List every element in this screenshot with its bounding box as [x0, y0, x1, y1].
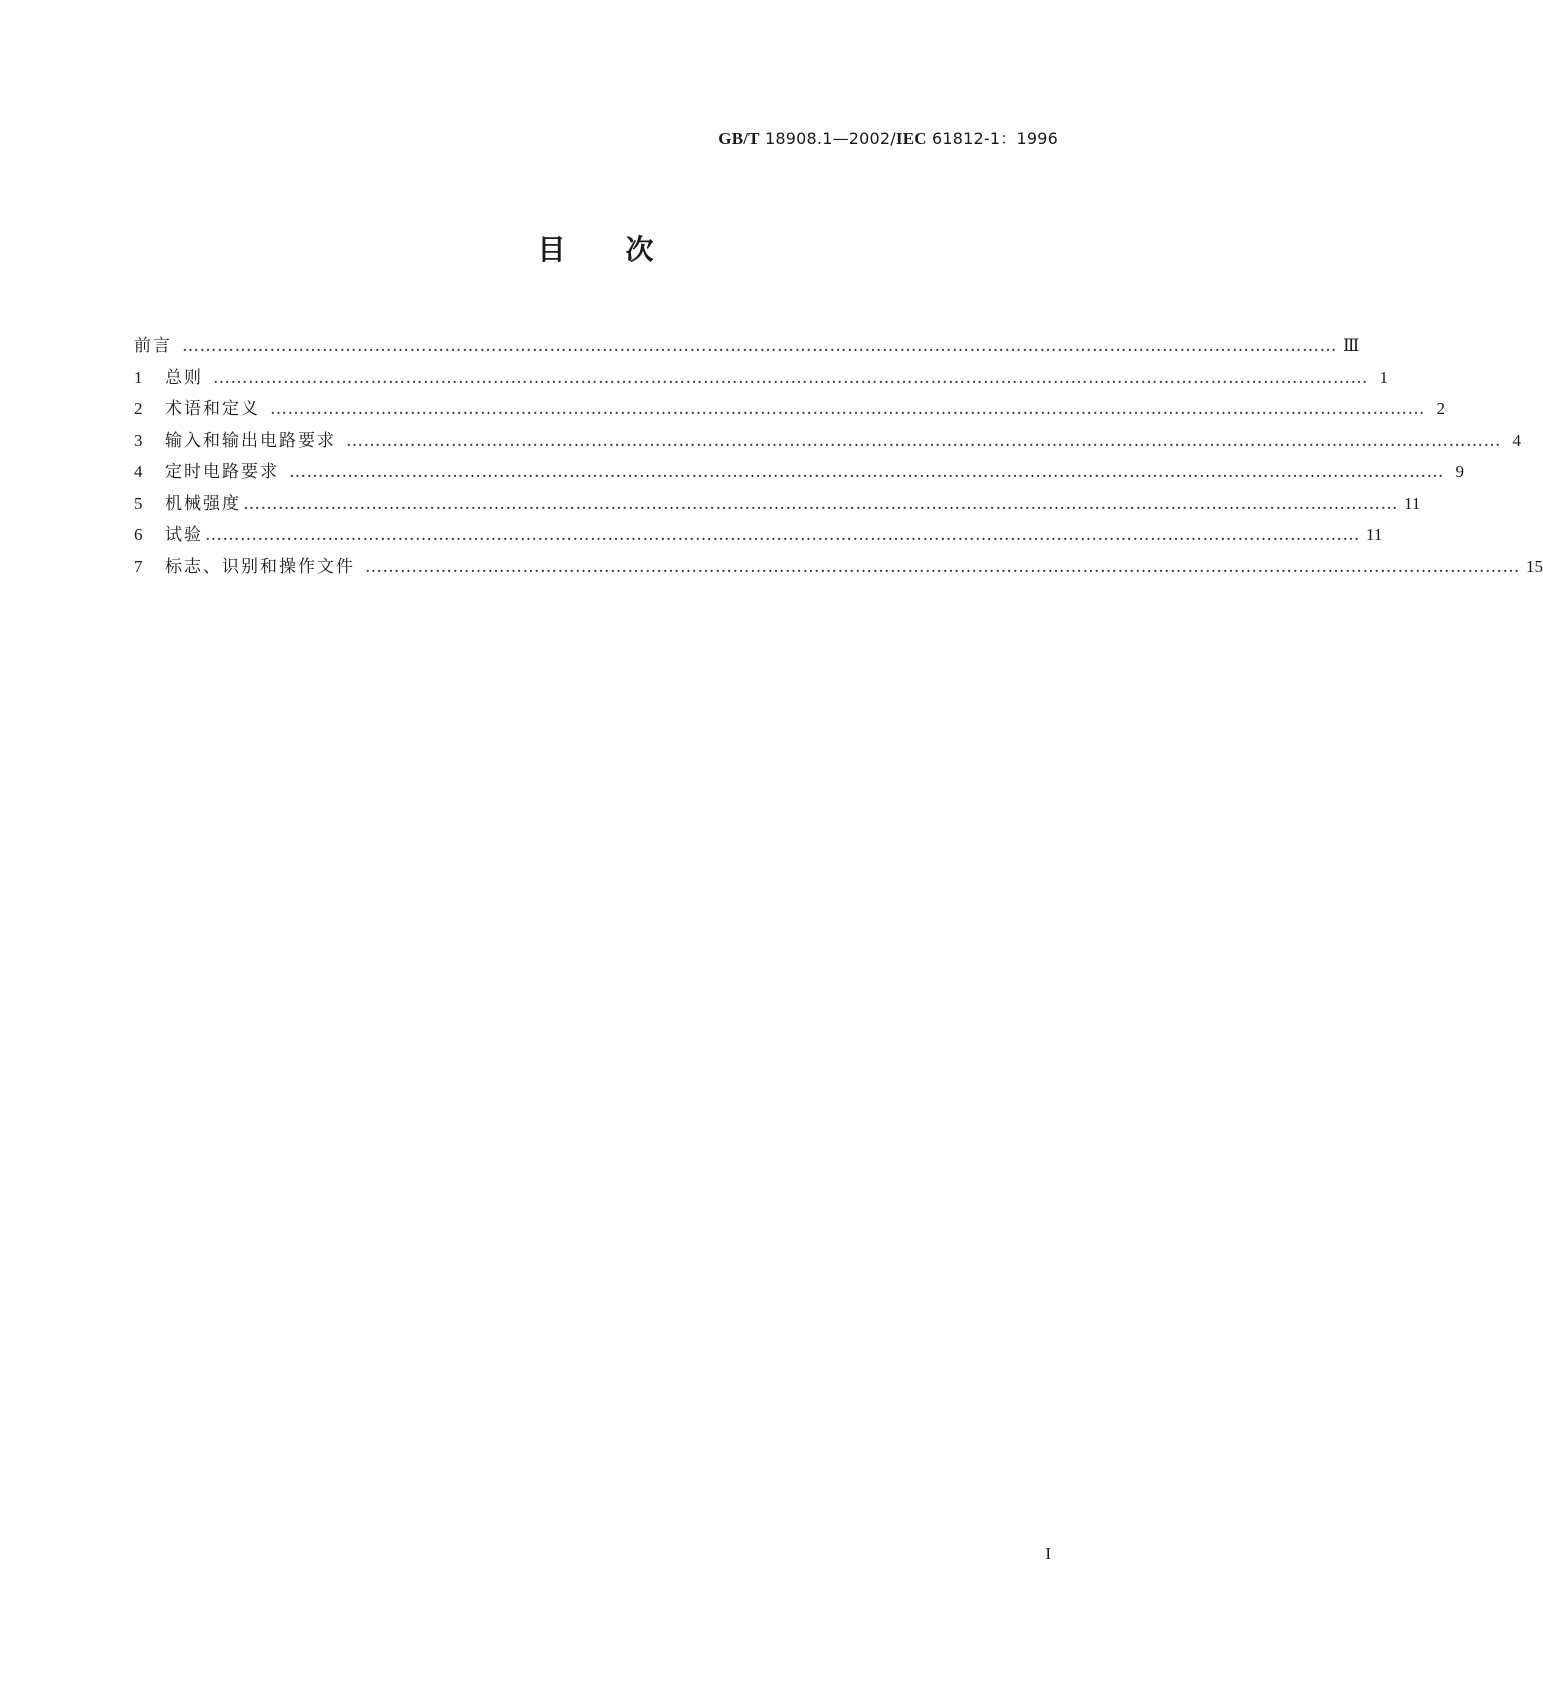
toc-leader-dots: ………………………………………………………………………………………………………………………………………………………………………………: [346, 430, 1501, 451]
toc-entry-page: 11: [1404, 493, 1421, 513]
toc-entry[interactable]: [134, 488, 1421, 520]
toc-entry-page: 11: [1366, 525, 1383, 544]
toc-leader-dots: ………………………………………………………………………………………………………………………………………………………………………………: [182, 336, 1337, 356]
toc-entry-page: 2: [1436, 399, 1445, 418]
standard-code-prefix: GB/T: [718, 129, 760, 148]
toc-leader-dots: ………………………………………………………………………………………………………………………………………………………………………………: [213, 367, 1368, 388]
toc-entry-number: 6: [134, 525, 143, 544]
toc-entry[interactable]: [134, 425, 1521, 457]
toc-entry[interactable]: [134, 362, 1388, 394]
toc-entry-label: 总则: [165, 367, 203, 388]
toc-entry-number: 5: [134, 493, 143, 513]
toc-entry[interactable]: [134, 551, 1543, 583]
toc-entry-label: 前言: [134, 336, 172, 356]
toc-entry-label: 标志、识别和操作文件: [165, 556, 355, 577]
toc-entry-number: 3: [134, 430, 143, 450]
table-of-contents: [134, 330, 1543, 582]
toc-entry-number: 4: [134, 462, 143, 481]
toc-entry-page: Ⅲ: [1343, 336, 1360, 355]
page-title: 目次: [537, 233, 714, 266]
toc-leader-dots: ………………………………………………………………………………………………………………………………………………………………………………: [365, 556, 1520, 577]
toc-entry[interactable]: [134, 393, 1445, 425]
toc-leader-dots: ………………………………………………………………………………………………………………………………………………………………………………: [289, 462, 1444, 482]
toc-entry-label: 定时电路要求: [165, 462, 279, 482]
toc-entry-page: 15: [1526, 556, 1543, 576]
toc-entry-label: 输入和输出电路要求: [165, 430, 336, 451]
toc-entry[interactable]: [134, 456, 1464, 488]
toc-entry-number: 7: [134, 556, 143, 576]
iec-code-prefix: IEC: [895, 129, 927, 148]
iec-code-number: 61812-1：1996: [926, 129, 1058, 148]
toc-entry-label: 术语和定义: [165, 399, 260, 419]
toc-entry-label: 试验: [165, 525, 203, 545]
toc-entry-label: 机械强度: [165, 493, 241, 514]
toc-entry-number: 1: [134, 367, 143, 387]
standard-code-number: 18908.1—2002/: [759, 129, 896, 148]
toc-leader-dots: ………………………………………………………………………………………………………………………………………………………………………………: [270, 399, 1425, 419]
standard-code: [718, 126, 1058, 149]
toc-entry-page: 4: [1512, 430, 1521, 450]
toc-entry[interactable]: [134, 330, 1360, 362]
toc-entry[interactable]: [134, 519, 1383, 551]
toc-entry-number: 2: [134, 399, 143, 418]
toc-leader-dots: ………………………………………………………………………………………………………………………………………………………………………………: [243, 493, 1398, 514]
page-number: I: [1045, 1544, 1051, 1563]
toc-entry-page: 9: [1455, 462, 1464, 481]
toc-entry-page: 1: [1379, 367, 1388, 387]
toc-leader-dots: ………………………………………………………………………………………………………………………………………………………………………………: [205, 525, 1360, 545]
